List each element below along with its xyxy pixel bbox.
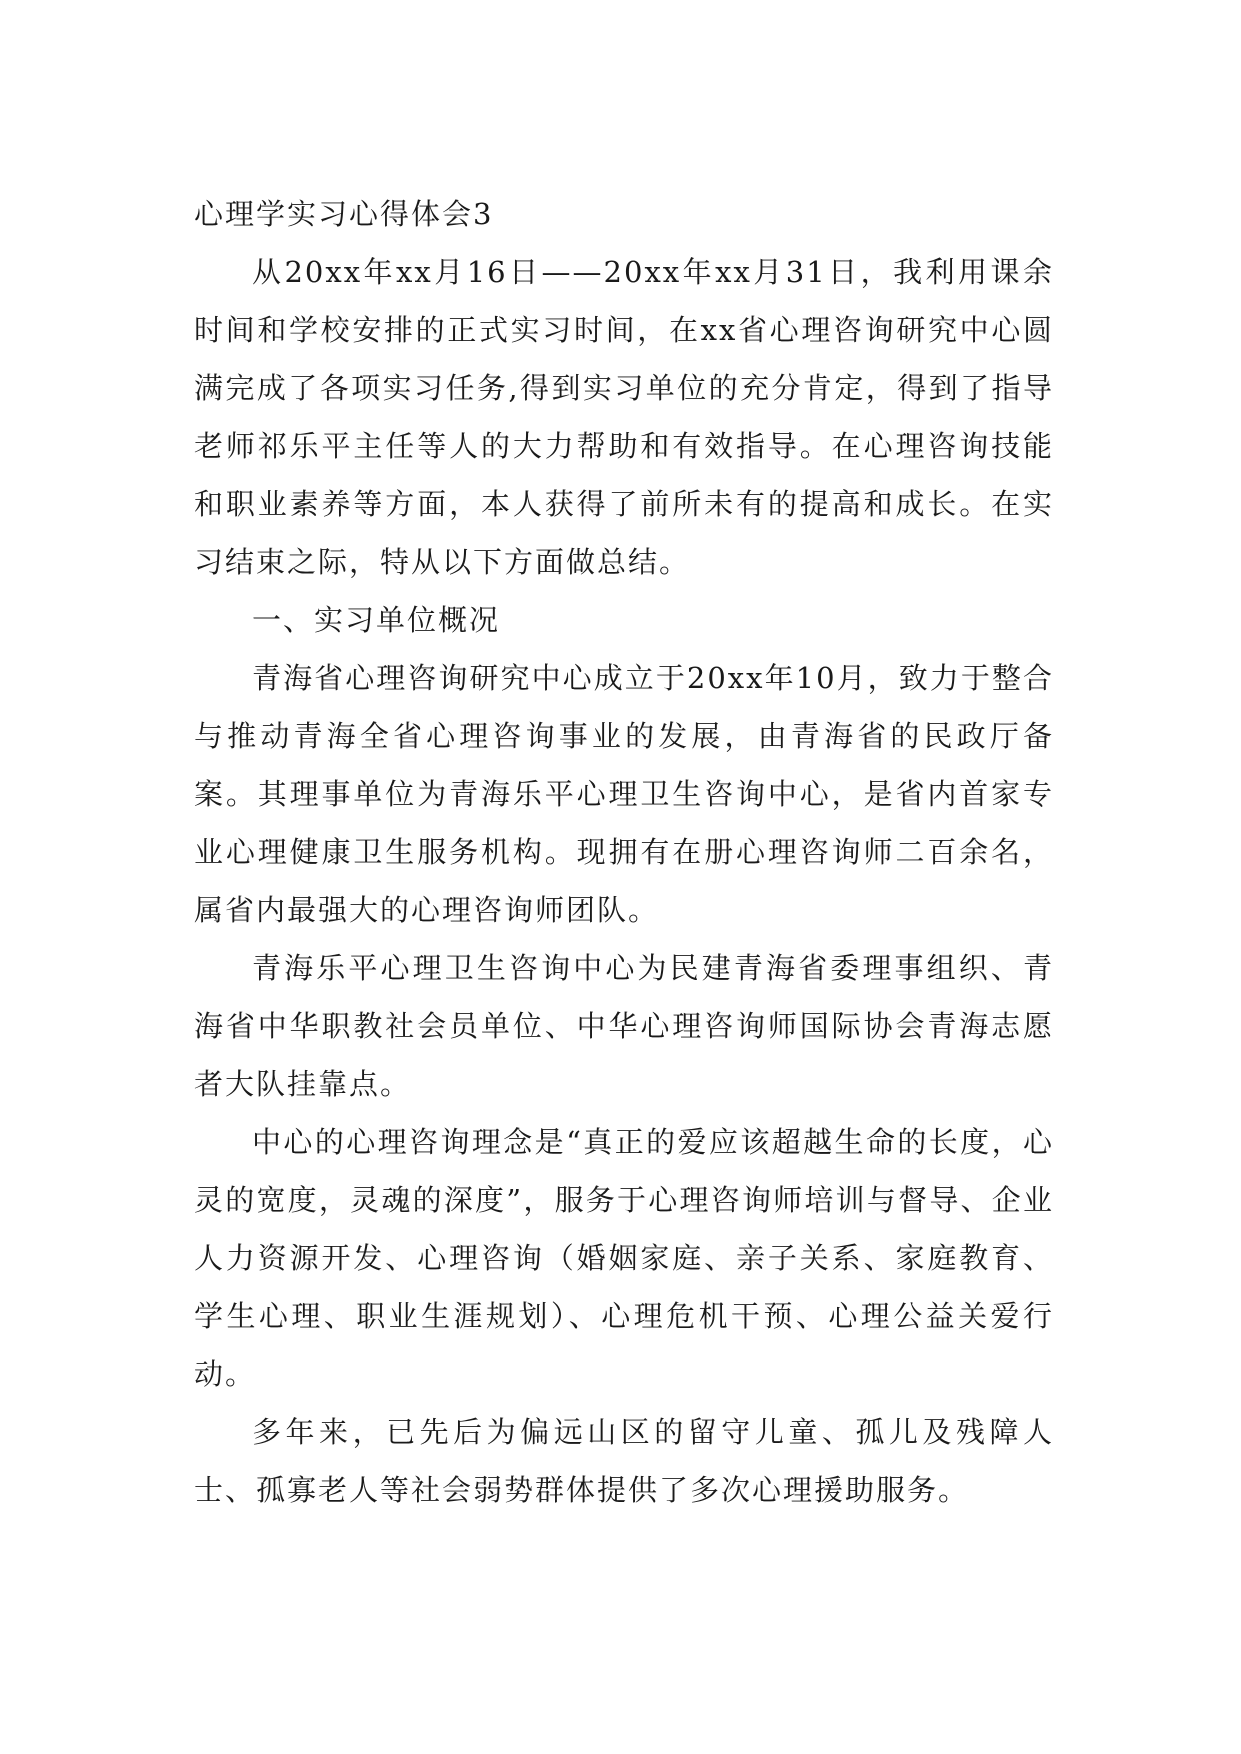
paragraph-center-philosophy: 中心的心理咨询理念是“真正的爱应该超越生命的长度，心灵的宽度，灵魂的深度”，服务于心理咨询师培训与督导、企业人力资源开发、心理咨询（婚姻家庭、亲子关系、家庭教育、学生心理、职业生涯规划）、心理危机干预、心理公益关爱行动。 [194,1125,1054,1391]
paragraph-intro: 从20xx年xx月16日——20xx年xx月31日，我利用课余时间和学校安排的正式实习时间，在xx省心理咨询研究中心圆满完成了各项实习任务,得到实习单位的充分肯定，得到了指导老师祁乐平主任等人的大力帮助和有效指导。在心理咨询技能和职业素养等方面，本人获得了前所未有的提高和成长。在实习结束之际，特从以下方面做总结。 [194,255,1054,579]
document-title: 心理学实习心得体会3 [194,197,494,231]
paragraph-center-founding: 青海省心理咨询研究中心成立于20xx年10月，致力于整合与推动青海全省心理咨询事业的发展，由青海省的民政厅备案。其理事单位为青海乐平心理卫生咨询中心，是省内首家专业心理健康卫生服务机构。现拥有在册心理咨询师二百余名，属省内最强大的心理咨询师团队。 [194,661,1054,927]
paragraph-center-services: 多年来，已先后为偏远山区的留守儿童、孤儿及残障人士、孤寡老人等社会弱势群体提供了多次心理援助服务。 [194,1415,1054,1507]
section-heading-unit-overview: 一、实习单位概况 [252,603,501,637]
document-body [194,185,1054,1519]
paragraph-center-affiliations: 青海乐平心理卫生咨询中心为民建青海省委理事组织、青海省中华职教社会员单位、中华心理咨询师国际协会青海志愿者大队挂靠点。 [194,951,1054,1101]
